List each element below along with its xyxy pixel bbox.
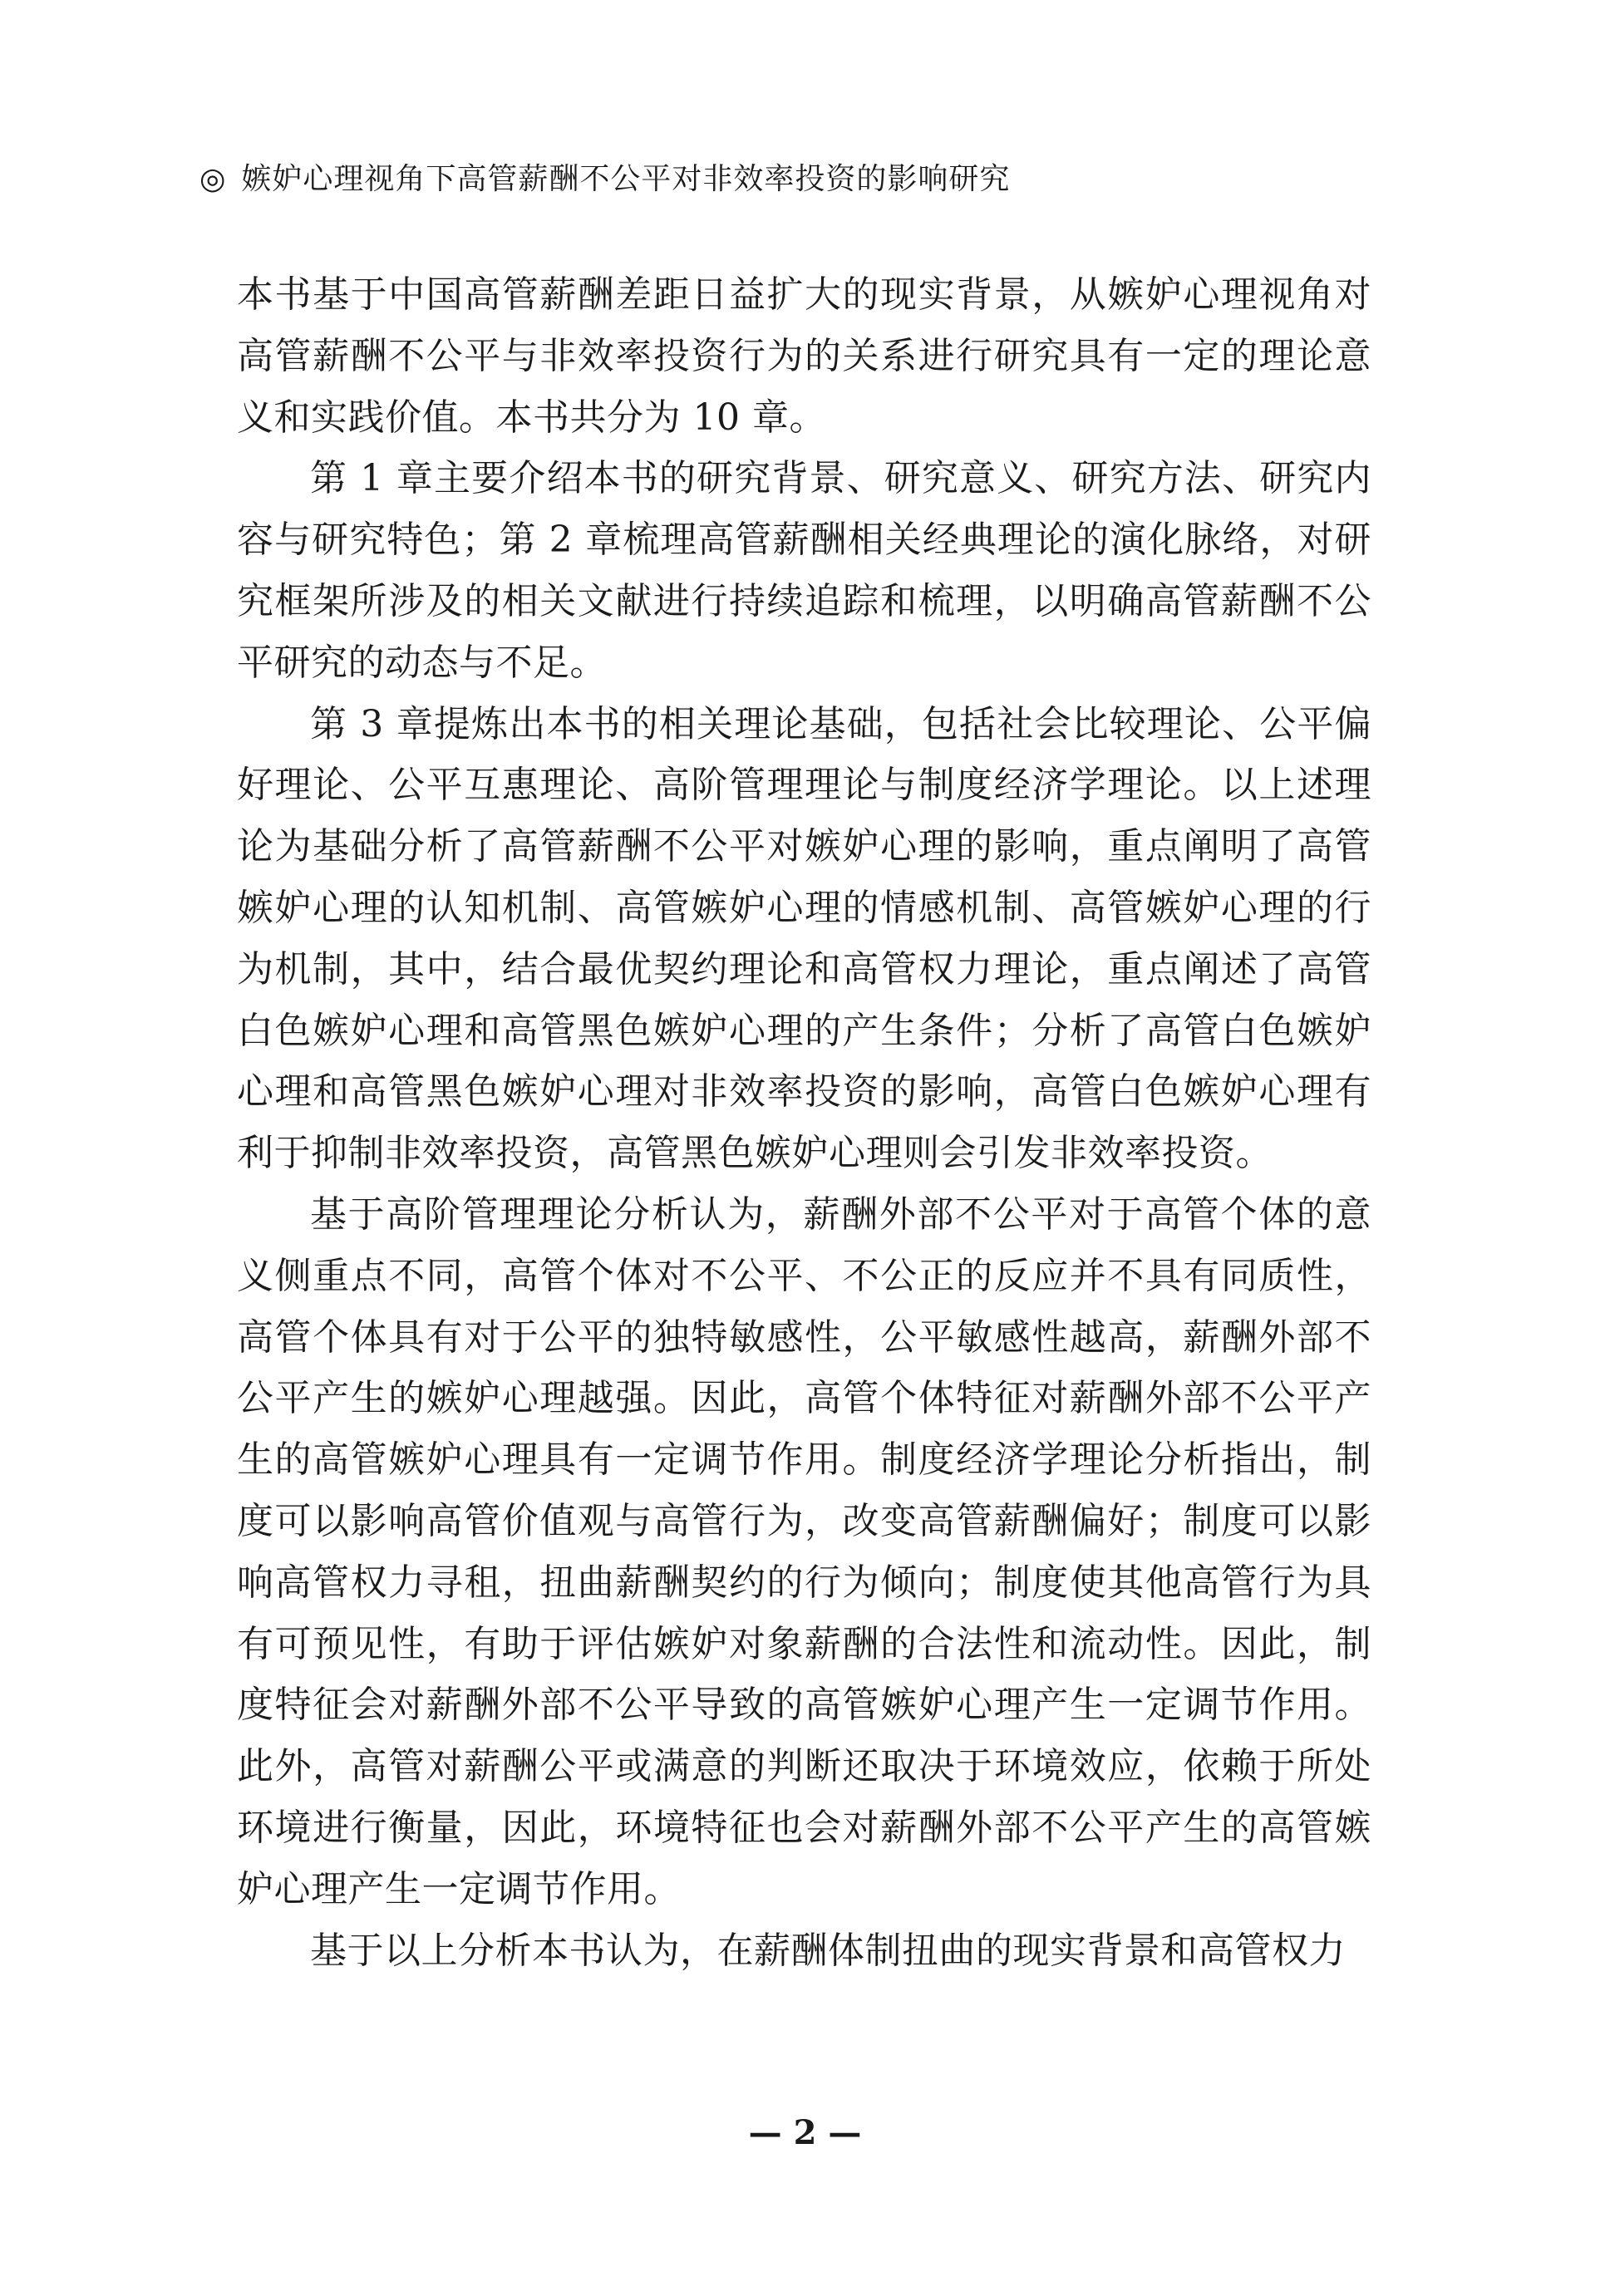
paragraph-4: 基于高阶管理理论分析认为，薪酬外部不公平对于高管个体的意义侧重点不同，高管个体对不公平、不公正的反应并不具有同质性，高管个体具有对于公平的独特敏感性，公平敏感性越高，薪酬外部不公平产生的嫉妒心理越强。因此，高管个体特征对薪酬外部不公平产生的高管嫉妒心理具有一定调节作用。制度经济学理论分析指出，制度可以影响高管价值观与高管行为，改变高管薪酬偏好；制度可以影响高管权力寻租，扭曲薪酬契约的行为倾向；制度使其他高管行为具有可预见性，有助于评估嫉妒对象薪酬的合法性和流动性。因此，制度特征会对薪酬外部不公平导致的高管嫉妒心理产生一定调节作用。此外，高管对薪酬公平或满意的判断还取决于环境效应，依赖于所处环境进行衡量，因此，环境特征也会对薪酬外部不公平产生的高管嫉妒心理产生一定调节作用。 (237, 1192, 1371, 1910)
paragraph-1: 本书基于中国高管薪酬差距日益扩大的现实背景，从嫉妒心理视角对高管薪酬不公平与非效率投资行为的关系进行研究具有一定的理论意义和实践价值。本书共分为 10 章。 (237, 273, 1371, 439)
header-title: 嫉妒心理视角下高管薪酬不公平对非效率投资的影响研究 (241, 162, 1011, 196)
header-mark-icon: ◎ (199, 162, 227, 196)
paragraph-3: 第 3 章提炼出本书的相关理论基础，包括社会比较理论、公平偏好理论、公平互惠理论、高阶管理理论与制度经济学理论。以上述理论为基础分析了高管薪酬不公平对嫉妒心理的影响，重点阐明了高管嫉妒心理的认知机制、高管嫉妒心理的情感机制、高管嫉妒心理的行为机制，其中，结合最优契约理论和高管权力理论，重点阐述了高管白色嫉妒心理和高管黑色嫉妒心理的产生条件；分析了高管白色嫉妒心理和高管黑色嫉妒心理对非效率投资的影响，高管白色嫉妒心理有利于抑制非效率投资，高管黑色嫉妒心理则会引发非效率投资。 (237, 702, 1371, 1175)
page-number: — 2 — (748, 2113, 862, 2152)
running-header (199, 160, 1010, 199)
paragraph-2: 第 1 章主要介绍本书的研究背景、研究意义、研究方法、研究内容与研究特色；第 2 章梳理高管薪酬相关经典理论的演化脉络，对研究框架所涉及的相关文献进行持续追踪和梳理，以明确高管薪酬不公平研究的动态与不足。 (237, 457, 1371, 684)
body-text (237, 264, 1371, 1981)
paragraph-5: 基于以上分析本书认为，在薪酬体制扭曲的现实背景和高管权力 (310, 1929, 1346, 1972)
